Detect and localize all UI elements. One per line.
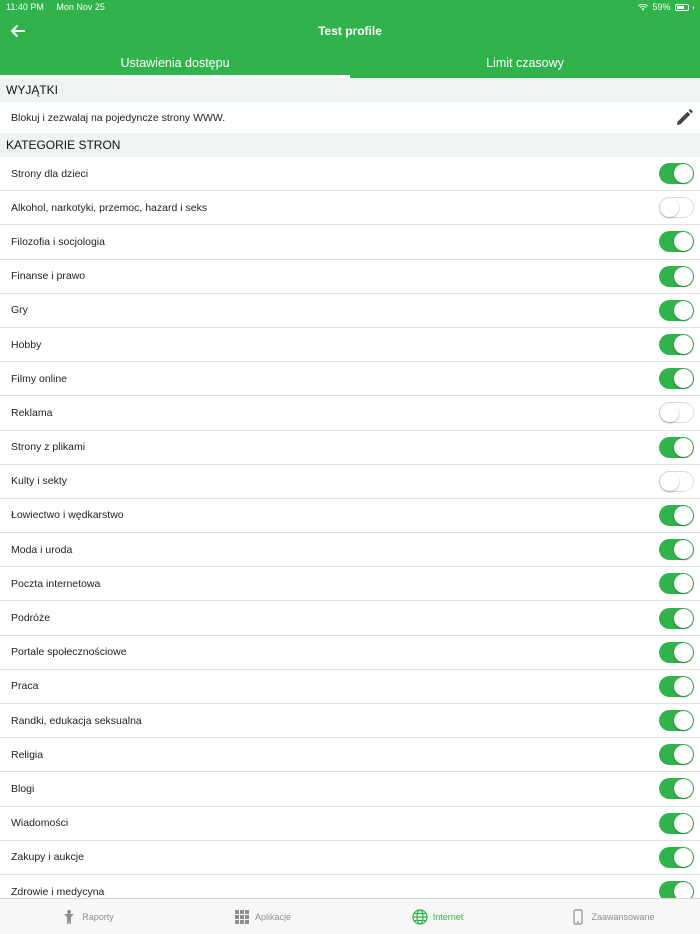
battery-icon	[675, 4, 689, 11]
category-row	[0, 533, 700, 567]
category-label: Strony dla dzieci	[11, 167, 89, 180]
nav-advanced-label: Zaawansowane	[591, 911, 655, 922]
battery-tip	[693, 6, 695, 9]
category-label: Religia	[11, 748, 44, 761]
category-row	[0, 841, 700, 875]
globe-icon	[412, 909, 428, 925]
category-toggle[interactable]	[659, 539, 694, 560]
page-title: Test profile	[318, 24, 382, 38]
exceptions-description: Blokuj i zezwalaj na pojedyncze strony WWW.	[11, 112, 226, 124]
phone-icon	[570, 909, 586, 925]
category-row	[0, 704, 700, 738]
category-toggle[interactable]	[659, 163, 694, 184]
category-toggle[interactable]	[659, 676, 694, 697]
category-label: Reklama	[11, 406, 53, 419]
category-toggle[interactable]	[659, 813, 694, 834]
toggle-knob	[674, 745, 693, 764]
category-row	[0, 807, 700, 841]
category-toggle[interactable]	[659, 710, 694, 731]
toggle-knob	[674, 506, 693, 525]
category-label: Łowiectwo i wędkarstwo	[11, 509, 124, 522]
category-label: Wiadomości	[11, 817, 69, 830]
category-label: Podróże	[11, 612, 51, 625]
nav-reports-label: Raporty	[82, 911, 114, 922]
status-date: Mon Nov 25	[56, 2, 105, 12]
toggle-knob	[674, 369, 693, 388]
category-label: Hobby	[11, 338, 42, 351]
category-label: Zakupy i aukcje	[11, 851, 84, 864]
category-label: Gry	[11, 304, 28, 317]
arrow-left-icon	[11, 25, 25, 37]
category-row	[0, 260, 700, 294]
grid-icon	[234, 909, 250, 925]
category-label: Strony z plikami	[11, 441, 86, 454]
category-row	[0, 294, 700, 328]
toggle-knob	[660, 198, 679, 217]
category-label: Poczta internetowa	[11, 577, 101, 590]
toggle-knob	[674, 438, 693, 457]
category-toggle[interactable]	[659, 402, 694, 423]
tab-bar	[0, 52, 700, 78]
category-row	[0, 670, 700, 704]
categories-section-header: KATEGORIE STRON	[0, 133, 700, 157]
category-row	[0, 157, 700, 191]
category-label: Alkohol, narkotyki, przemoc, hazard i seks	[11, 201, 208, 214]
toggle-knob	[674, 574, 693, 593]
status-bar	[0, 0, 700, 14]
category-label: Kulty i sekty	[11, 475, 68, 488]
toggle-knob	[674, 779, 693, 798]
toggle-knob	[674, 643, 693, 662]
nav-advanced[interactable]	[525, 899, 700, 934]
category-label: Blogi	[11, 782, 35, 795]
toggle-knob	[660, 472, 679, 491]
status-time: 11:40 PM	[6, 2, 44, 12]
exceptions-section-header: WYJĄTKI	[0, 78, 700, 102]
pencil-icon[interactable]	[674, 108, 694, 128]
category-row	[0, 328, 700, 362]
toggle-knob	[674, 677, 693, 696]
exceptions-row[interactable]	[0, 102, 700, 134]
category-toggle[interactable]	[659, 300, 694, 321]
category-row	[0, 225, 700, 259]
category-toggle[interactable]	[659, 437, 694, 458]
category-toggle[interactable]	[659, 505, 694, 526]
category-label: Portale społecznościowe	[11, 646, 127, 659]
category-row	[0, 465, 700, 499]
category-list	[0, 157, 700, 909]
category-row	[0, 396, 700, 430]
category-toggle[interactable]	[659, 197, 694, 218]
category-label: Filozofia i socjologia	[11, 235, 105, 248]
category-label: Filmy online	[11, 372, 68, 385]
category-label: Finanse i prawo	[11, 270, 86, 283]
category-label: Zdrowie i medycyna	[11, 885, 105, 898]
toggle-knob	[674, 301, 693, 320]
toggle-knob	[674, 164, 693, 183]
nav-apps[interactable]	[175, 899, 350, 934]
category-toggle[interactable]	[659, 847, 694, 868]
category-toggle[interactable]	[659, 778, 694, 799]
tab-access-settings[interactable]: Ustawienia dostępu	[0, 52, 350, 78]
category-toggle[interactable]	[659, 368, 694, 389]
app-header	[0, 0, 700, 78]
battery-percent: 59%	[652, 2, 671, 12]
category-label: Moda i uroda	[11, 543, 73, 556]
toggle-knob	[674, 711, 693, 730]
nav-reports[interactable]	[0, 899, 175, 934]
category-toggle[interactable]	[659, 266, 694, 287]
wifi-icon	[638, 4, 648, 11]
nav-internet-label: Internet	[432, 911, 464, 922]
category-row	[0, 362, 700, 396]
category-toggle[interactable]	[659, 471, 694, 492]
category-toggle[interactable]	[659, 573, 694, 594]
person-icon	[61, 909, 77, 925]
nav-internet[interactable]	[350, 899, 525, 934]
category-row	[0, 567, 700, 601]
category-toggle[interactable]	[659, 744, 694, 765]
back-button[interactable]	[8, 21, 28, 41]
category-toggle[interactable]	[659, 642, 694, 663]
toggle-knob	[674, 609, 693, 628]
category-toggle[interactable]	[659, 608, 694, 629]
toggle-knob	[674, 848, 693, 867]
toggle-knob	[674, 540, 693, 559]
category-row	[0, 772, 700, 806]
category-row	[0, 431, 700, 465]
category-row	[0, 738, 700, 772]
category-row	[0, 191, 700, 225]
category-row	[0, 499, 700, 533]
toggle-knob	[674, 267, 693, 286]
category-label: Praca	[11, 680, 39, 693]
category-label: Randki, edukacja seksualna	[11, 714, 142, 727]
toggle-knob	[674, 232, 693, 251]
category-toggle[interactable]	[659, 334, 694, 355]
category-row	[0, 601, 700, 635]
category-toggle[interactable]	[659, 231, 694, 252]
tab-time-limit[interactable]: Limit czasowy	[486, 56, 564, 70]
bottom-nav	[0, 898, 700, 934]
toggle-knob	[674, 335, 693, 354]
category-row	[0, 636, 700, 670]
toggle-knob	[660, 403, 679, 422]
nav-apps-label: Aplikacje	[254, 911, 292, 922]
toggle-knob	[674, 814, 693, 833]
